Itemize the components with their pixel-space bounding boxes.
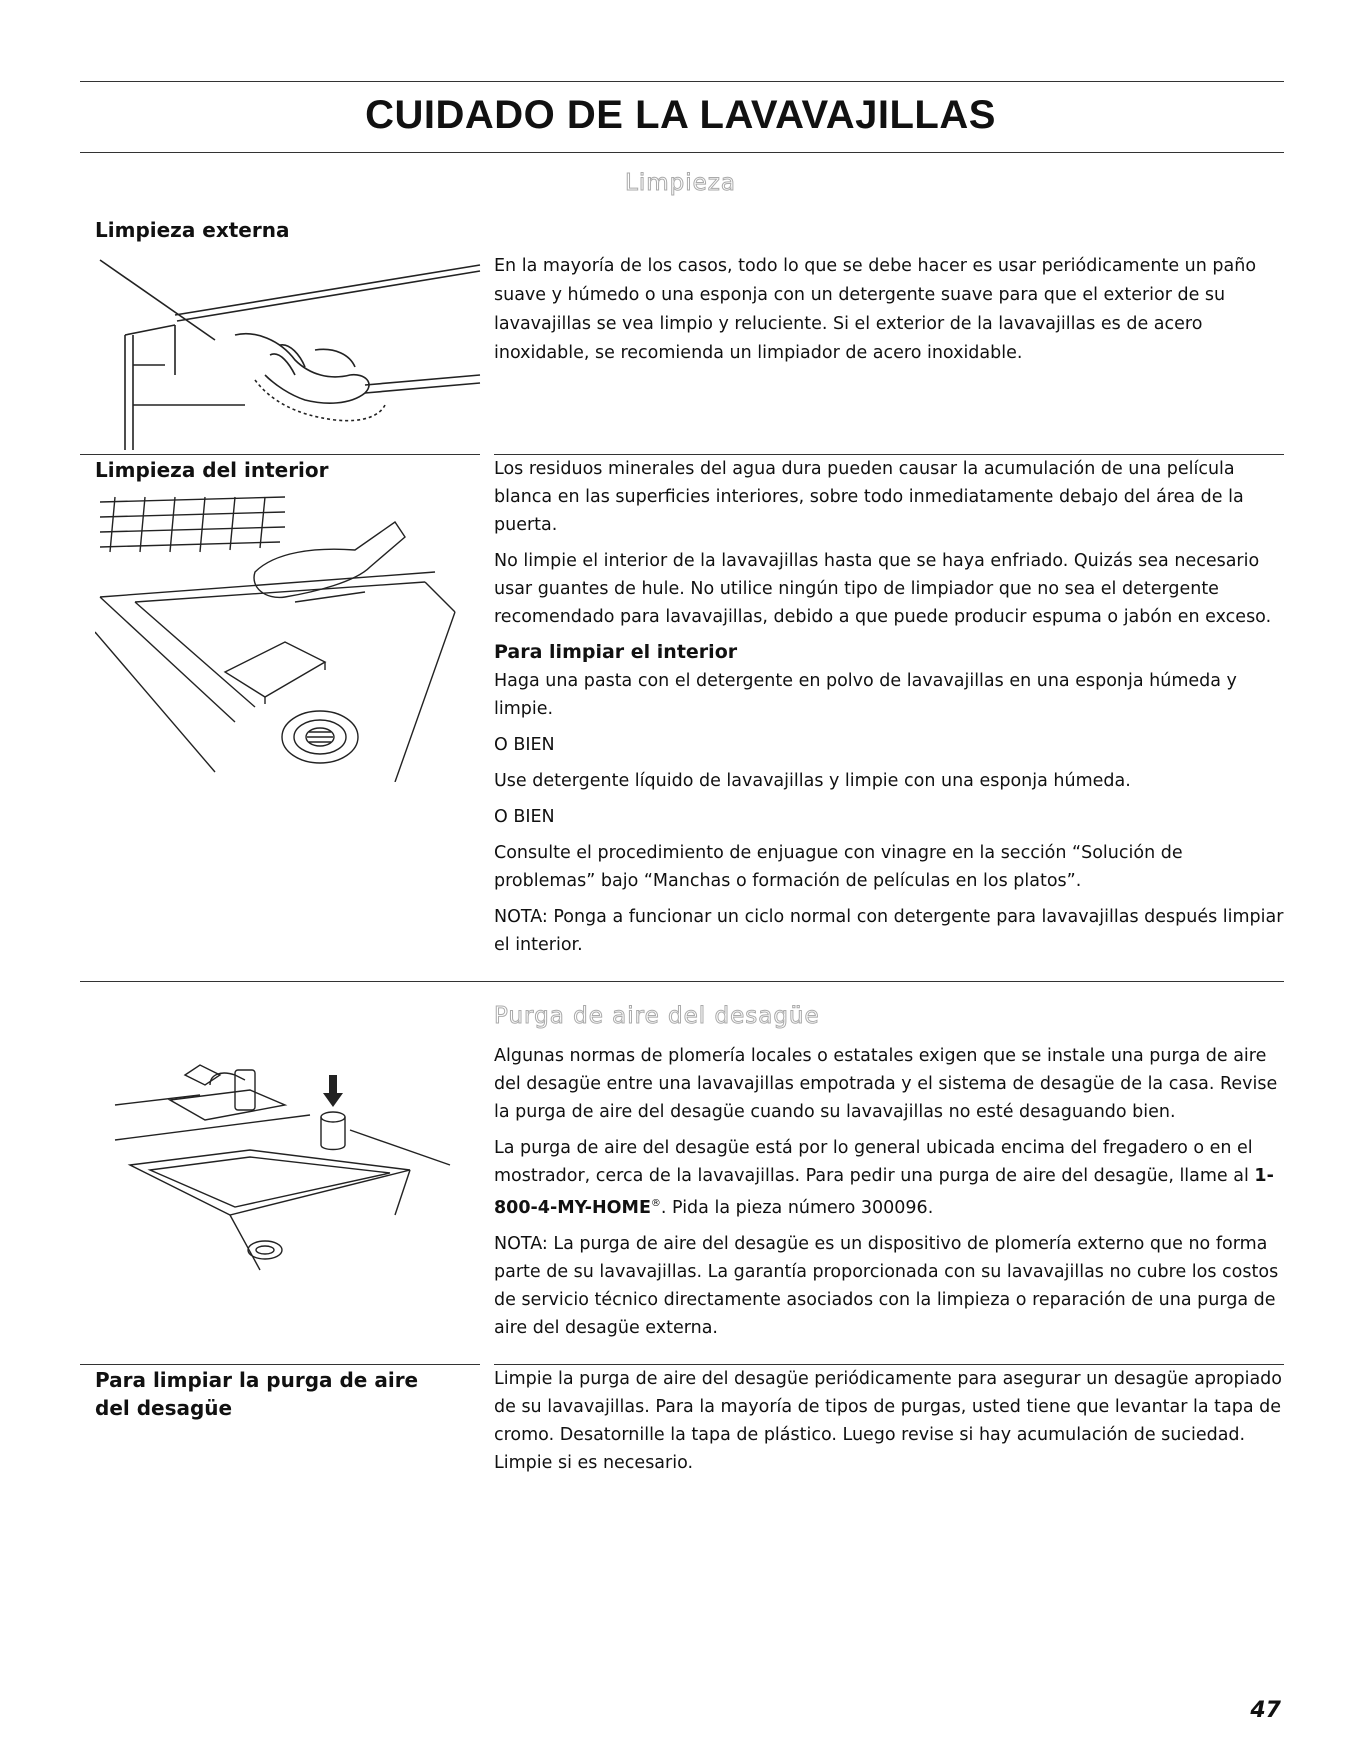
purga-clean-text: Limpie la purga de aire del desagüe periódicamente para asegurar un desagüe apropiado de su lavavajillas. Para la mayoría de tipos de purgas, usted tiene que levantar la tapa de cromo. Desatornille la tapa de plástico. Luego revise si hay acumulación de suciedad. Limpie si es necesario. [494,1369,1282,1473]
purga-clean-heading: Para limpiar la purga de aire del desagüe [95,1368,419,1420]
top-rule [80,81,1284,82]
title-rule [80,152,1284,153]
purga-p1: Algunas normas de plomería locales o estatales exigen que se instale una purga de aire del desagüe entre una lavavajillas empotrada y el sistema de desagüe de la casa. Revise la purga de aire del desagüe cuando su lavavajillas no esté desaguando bien. [494,1046,1278,1122]
interior-note: NOTA: Ponga a funcionar un ciclo normal con detergente para lavavajillas después limpiar el interior. [494,907,1284,955]
dish-rack-icon [100,497,285,552]
interior-cleaning-illustration [95,492,485,782]
purga-note: NOTA: La purga de aire del desagüe es un dispositivo de plomería externo que no forma parte de su lavavajillas. La garantía proporcionada con su lavavajillas no cubre los costos de servicio técnico directamente asociados con la limpieza o reparación de una purga de aire del desagüe externa. [494,1233,1279,1338]
purga-p2-before: La purga de aire del desagüe está por lo general ubicada encima del fregadero o en el mostrador, cerca de la lavavajillas. Para pedir una purga de aire del desagüe, llame al [494,1138,1255,1186]
interior-p4: Use detergente líquido de lavavajillas y limpie con una esponja húmeda. [494,771,1131,791]
interior-p2: No limpie el interior de la lavavajillas hasta que se haya enfriado. Quizás sea necesario usar guantes de hule. No utilice ningún tipo de limpiador que no sea el detergente recomendado para lavavajillas, debido a que puede producir espuma o jabón en exceso. [494,551,1272,627]
interior-subheading: Para limpiar el interior [494,641,738,663]
air-gap-illustration [110,1045,460,1275]
interior-or-1: O BIEN [494,735,555,755]
page-title: CUIDADO DE LA LAVAVAJILLAS [365,93,996,137]
purga-text [494,1042,1284,1350]
exterior-cleaning-illustration [95,255,485,450]
faucet-icon [170,1065,285,1120]
registered-mark: ® [650,1198,661,1209]
interior-p1: Los residuos minerales del agua dura pueden causar la acumulación de una película blanca en las superficies interiores, sobre todo inmediatamente debajo del área de la puerta. [494,459,1244,535]
interior-p3: Haga una pasta con el detergente en polvo de lavavajillas en una esponja húmeda y limpie. [494,671,1237,719]
section-heading-purga: Purga de aire del desagüe [494,1003,820,1029]
externa-text: En la mayoría de los casos, todo lo que se debe hacer es usar periódicamente un paño suave y húmedo o una esponja con un detergente suave para que el exterior de su lavavajillas se vea limpio y reluciente. Si el exterior de la lavavajillas es de acero inoxidable, se recomienda un limpiador de acero inoxidable. [494,256,1257,363]
interior-or-2: O BIEN [494,807,555,827]
interior-text [494,455,1284,967]
purga-p2-after: . Pida la pieza número 300096. [660,1197,934,1218]
purga-clean-text-block [494,1365,1284,1485]
interior-heading: Limpieza del interior [95,458,329,482]
drain-filter-icon [282,711,358,763]
section-heading-limpieza: Limpieza [625,170,736,196]
air-gap-icon [321,1112,345,1150]
down-arrow-icon [323,1075,343,1107]
phone-number: 1-800-4-MY-HOME [494,1166,1274,1218]
purga-rule [80,981,1284,982]
purga-p2 [494,1134,1284,1222]
interior-p5: Consulte el procedimiento de enjuague con vinagre en la sección “Solución de problemas” bajo “Manchas o formación de películas en los platos”. [494,843,1183,891]
interior-heading-rule [80,454,480,455]
purga-clean-rule-left [80,1364,480,1365]
page-number: 47 [1250,1698,1281,1723]
externa-heading: Limpieza externa [95,218,290,242]
sink-drain-icon [248,1241,282,1259]
